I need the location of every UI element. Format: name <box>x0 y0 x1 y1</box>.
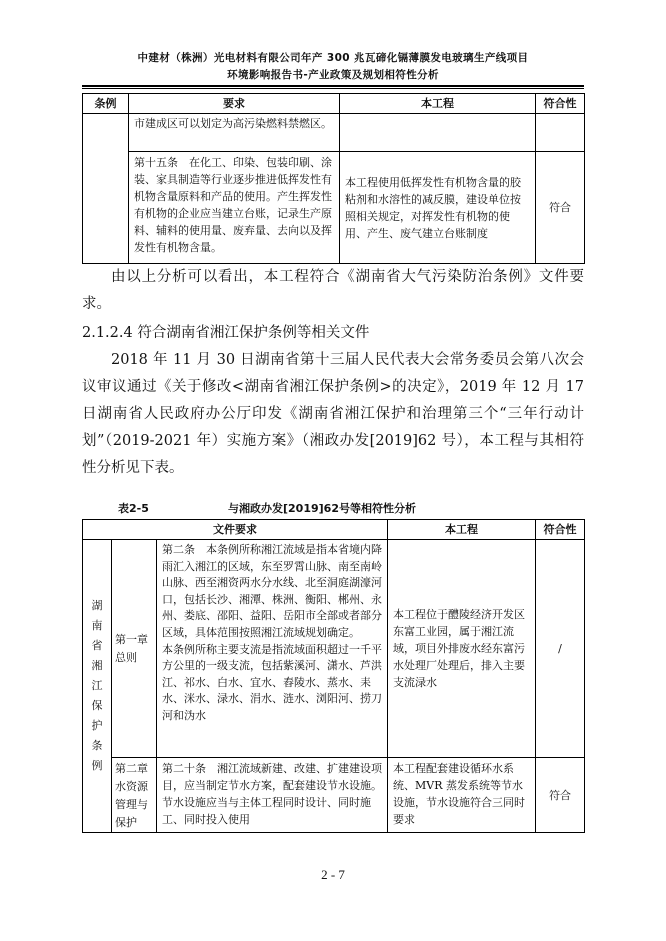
table1-header-project: 本工程 <box>340 94 536 114</box>
table-caption-number: 表2-5 <box>118 502 149 515</box>
table2-row1-requirement <box>157 540 388 758</box>
table1-row2-requirement: 第十五条 在化工、印染、包装印刷、涂装、家具制造等行业逐步推进低挥发性有机物含量原料和产品的使用。产生挥发性有机物的企业应当建立台账，记录生产原料、辅料的使用量、废弃量、去向以及挥发性有机物含量。 <box>129 152 340 264</box>
table2-row1-chapter: 第一章总则 <box>112 540 157 758</box>
table2-header-project: 本工程 <box>388 520 536 540</box>
section-heading: 2.1.2.4 符合湖南省湘江保护条例等相关文件 <box>82 325 370 341</box>
table2-header-requirement: 文件要求 <box>83 520 388 540</box>
table1-row1-requirement: 市建成区可以划定为高污染燃料禁燃区。 <box>129 114 340 152</box>
table1-header-requirement: 要求 <box>129 94 340 114</box>
table2-row1-compliance: / <box>536 540 585 758</box>
table1-row1-compliance <box>536 114 585 152</box>
table2-row2-requirement: 第二十条 湘江流域新建、改建、扩建建设项目，应当制定节水方案，配套建设节水设施。节水设施应当与主体工程同时设计、同时施工、同时投入使用 <box>157 758 388 833</box>
header-rule-thick <box>82 85 584 87</box>
table-caption-title: 与湘政办发[2019]62号等相符性分析 <box>228 502 416 515</box>
header-line-1: 中建材（株洲）光电材料有限公司年产 300 兆瓦碲化镉薄膜发电玻璃生产线项目 <box>137 52 529 64</box>
table2-row1-requirement-p2: 本条例所称主要支流是指流域面积超过一千平方公里的一级支流，包括紫溪河、潇水、芦洪江、祁水、白水、宜水、舂陵水、蒸水、耒水、洣水、渌水、涓水、涟水、浏阳河、捞刀河和沩水 <box>162 642 382 722</box>
table1-row2-project: 本工程使用低挥发性有机物含量的胶粘剂和水溶性的减反膜，建设单位按照相关规定，对挥发性有机物的使用、产生、废气建立台账制度 <box>340 152 536 264</box>
table1-header-compliance: 符合性 <box>536 94 585 114</box>
table1-regulation-cell <box>83 114 129 264</box>
paragraph-intro: 2018 年 11 月 30 日湖南省第十三届人民代表大会常务委员会第八次会议审议通过《关于修改<湖南省湘江保护条例>的决定》，2019 年 12 月 17 日湖南省人民政府办公厅印发《湖南省湘江保护和治理第三个“三年行动计划”（2019-2021 年）实施方案》（湘政办发[2019]62 号），本工程与其相符性分析见下表。 <box>82 352 584 476</box>
table2-row2-compliance: 符合 <box>536 758 585 833</box>
table2-row2-project: 本工程配套建设循环水系统、MVR 蒸发系统等节水设施，节水设施符合三同时要求 <box>388 758 536 833</box>
table1-header-regulation: 条例 <box>83 94 129 114</box>
table1-row1-project <box>340 114 536 152</box>
table2-law-name: 湖 南 省 湘 江 保 护 条 例 <box>83 540 112 833</box>
header-rule-thin <box>82 88 584 89</box>
table-2 <box>82 519 585 833</box>
paragraph-conclusion: 由以上分析可以看出，本工程符合《湖南省大气污染防治条例》文件要求。 <box>82 269 584 312</box>
table-1 <box>82 93 585 264</box>
table1-row2-compliance: 符合 <box>536 152 585 264</box>
page-number: 2 - 7 <box>321 867 345 882</box>
table2-row2-chapter: 第二章水资源管理与保护 <box>112 758 157 833</box>
table2-row1-project: 本工程位于醴陵经济开发区东富工业园，属于湘江流域，项目外排废水经东富污水处理厂处理后，排入主要支流渌水 <box>388 540 536 758</box>
header-line-2: 环境影响报告书-产业政策及规划相符性分析 <box>227 69 439 81</box>
table2-header-compliance: 符合性 <box>536 520 585 540</box>
table2-row1-requirement-p1: 第二条 本条例所称湘江流域是指本省境内降雨汇入湘江的区域，东至罗霄山脉、南至南岭山脉、西至湘资两水分水线、北至洞庭湖濠河口，包括长沙、湘潭、株洲、衡阳、郴州、永州、娄底、邵阳、益阳、岳阳市全部或者部分区域，具体范围按照湘江流域规划确定。 <box>162 543 382 639</box>
